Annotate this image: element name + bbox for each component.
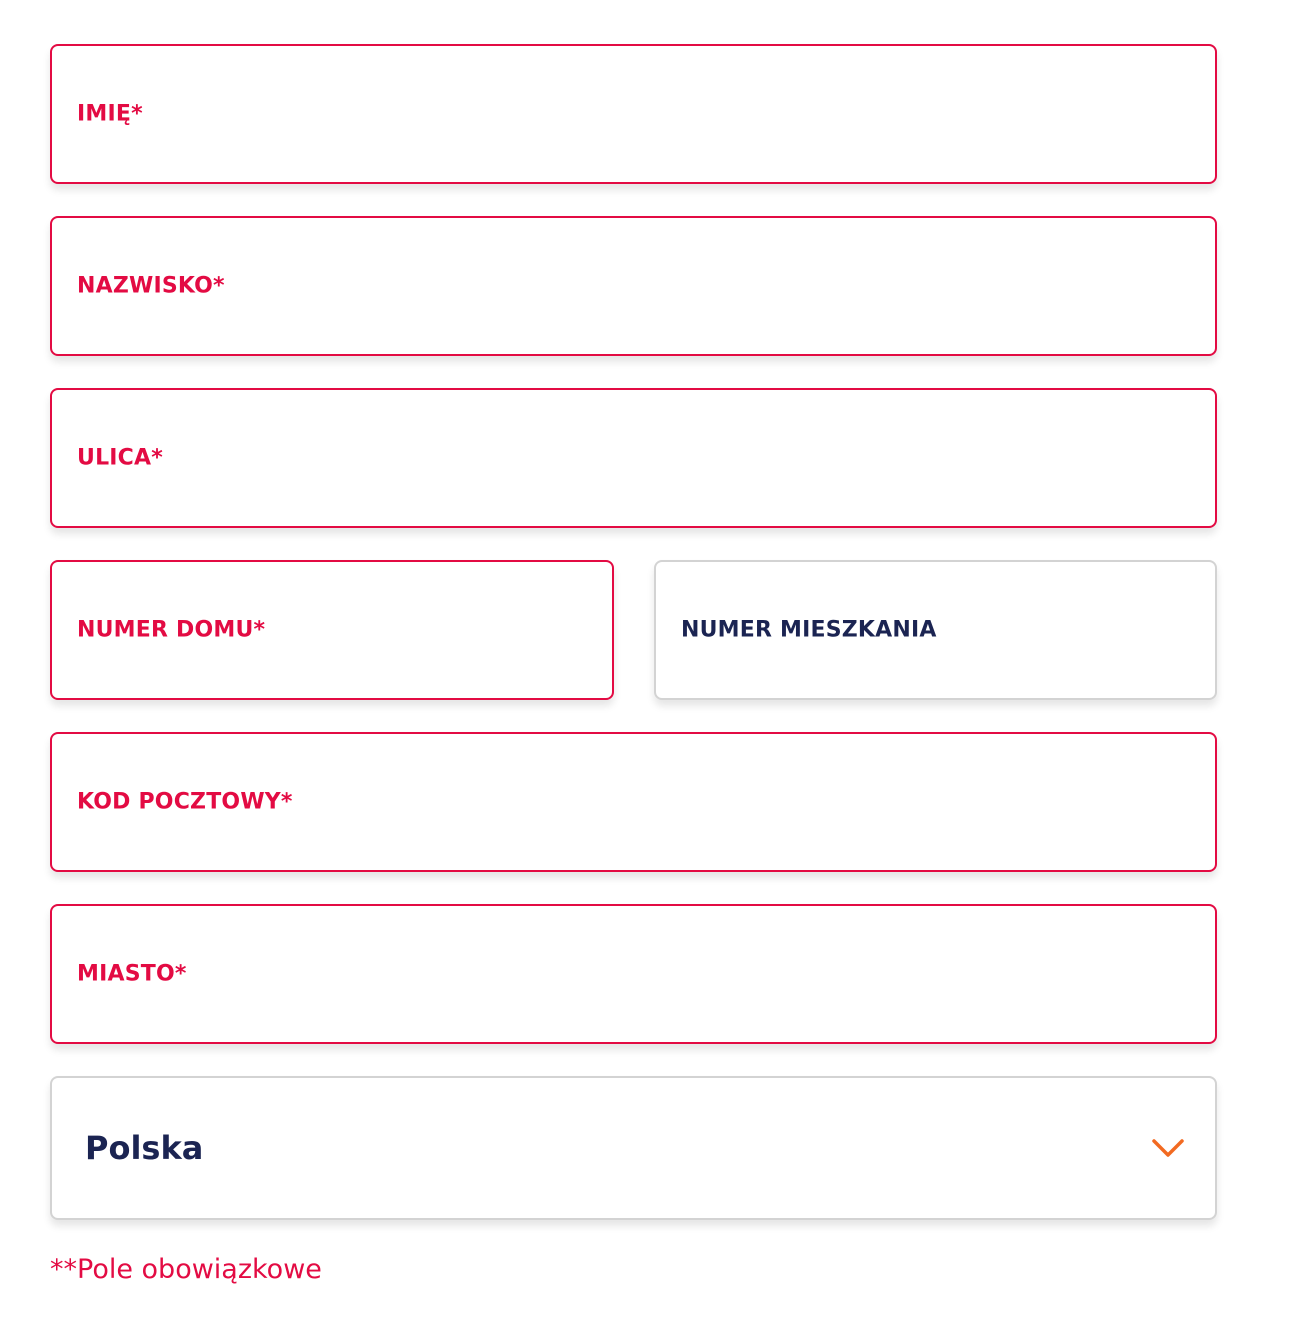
postal-code-label: KOD POCZTOWY* <box>77 789 293 815</box>
city-label: MIASTO* <box>77 961 187 987</box>
chevron-down-icon[interactable] <box>1151 1137 1185 1159</box>
house-number-field[interactable] <box>50 560 614 700</box>
postal-code-field[interactable] <box>50 732 1217 872</box>
street-field[interactable] <box>50 388 1217 528</box>
first-name-label: IMIĘ* <box>77 101 143 127</box>
last-name-input[interactable] <box>52 218 1215 354</box>
city-input[interactable] <box>52 906 1215 1042</box>
country-select-value: Polska <box>85 1129 204 1167</box>
apartment-number-label: NUMER MIESZKANIA <box>681 617 937 643</box>
required-fields-note: **Pole obowiązkowe <box>50 1254 322 1285</box>
first-name-input[interactable] <box>52 46 1215 182</box>
city-field[interactable] <box>50 904 1217 1044</box>
street-label: ULICA* <box>77 445 163 471</box>
last-name-field[interactable] <box>50 216 1217 356</box>
street-input[interactable] <box>52 390 1215 526</box>
last-name-label: NAZWISKO* <box>77 273 225 299</box>
postal-code-input[interactable] <box>52 734 1215 870</box>
first-name-field[interactable] <box>50 44 1217 184</box>
apartment-number-field[interactable] <box>654 560 1217 700</box>
house-number-label: NUMER DOMU* <box>77 617 266 643</box>
country-select[interactable] <box>50 1076 1217 1220</box>
house-number-input[interactable] <box>52 562 612 698</box>
apartment-number-input[interactable] <box>656 562 1215 698</box>
